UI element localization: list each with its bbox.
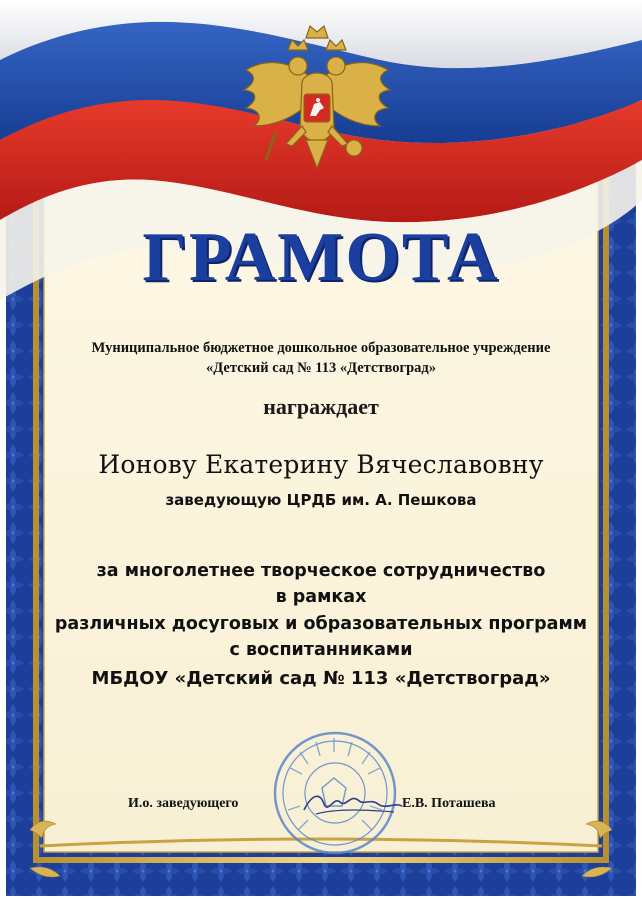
signer-title: И.о. заведующего xyxy=(128,796,239,811)
recipient-name: Ионову Екатерину Вячеславовну xyxy=(98,450,544,479)
recipient-position: заведующую ЦРДБ им. А. Пешкова xyxy=(165,491,477,509)
reason-line: различных досуговых и образовательных программ xyxy=(54,614,588,634)
signer-name: Е.В. Поташева xyxy=(402,796,496,811)
reason-line: МБДОУ «Детский сад № 113 «Детствоград» xyxy=(91,668,551,689)
reason-line: за многолетнее творческое сотрудничество xyxy=(96,561,546,581)
handwritten-signature xyxy=(298,784,408,824)
organization-name-line-1: Муниципальное бюджетное дошкольное образовательное учреждение xyxy=(91,340,551,356)
coat-of-arms-emblem xyxy=(236,20,398,175)
reason-line: в рамках xyxy=(275,587,367,607)
awards-verb: награждает xyxy=(263,394,379,419)
reason-line: с воспитанниками xyxy=(229,640,413,660)
organization-name-line-2: «Детский сад № 113 «Детствоград» xyxy=(205,360,437,376)
certificate-title: ГРАМОТА xyxy=(142,219,500,296)
